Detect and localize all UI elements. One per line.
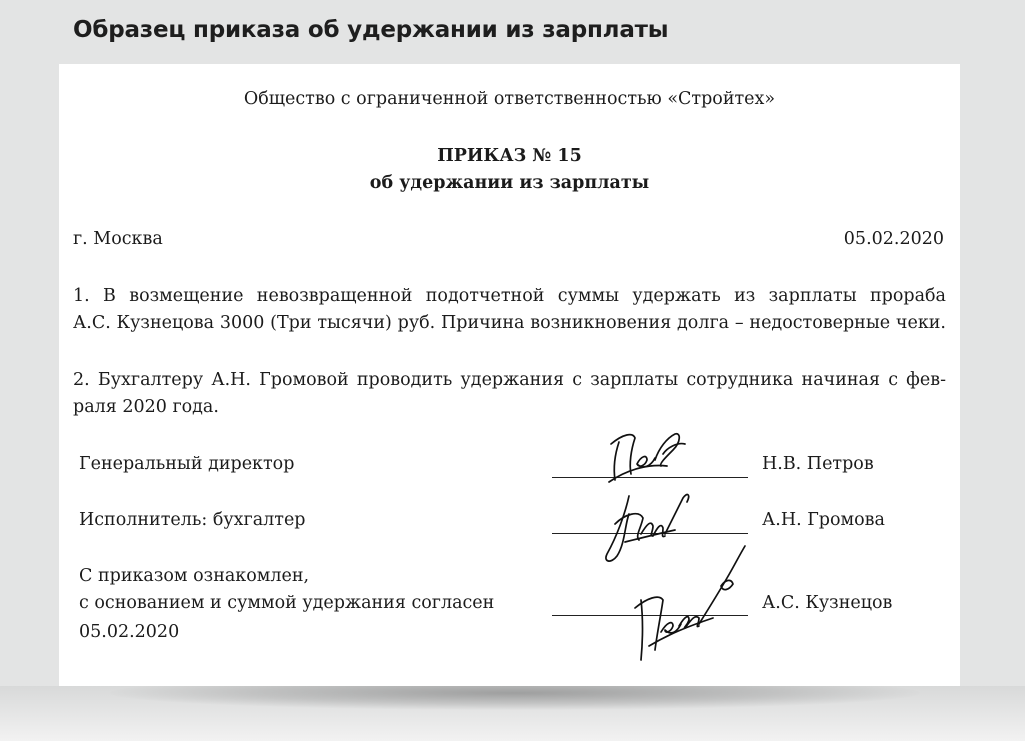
paragraph-1-line-2: А.С. Кузнецова 3000 (Три тысячи) руб. Причина возникновения долга – недостоверные чеки. <box>73 313 946 333</box>
paragraph-2-line-1: 2. Бухгалтеру А.Н. Громовой проводить удержания с зарплаты сотрудника начиная с фев- <box>73 370 946 390</box>
signature-role-director: Генеральный директор <box>79 454 295 474</box>
employee-signature-image <box>629 538 749 666</box>
organization-name: Общество с ограниченной ответственностью «Стройтех» <box>243 89 776 109</box>
order-title: ПРИКАЗ № 15 <box>437 146 582 166</box>
director-signature-image <box>601 420 691 492</box>
signature-name-director: Н.В. Петров <box>762 454 874 474</box>
paragraph-2-line-2: раля 2020 года. <box>73 397 219 417</box>
paragraph-2 <box>73 367 946 421</box>
signature-name-accountant: А.Н. Громова <box>762 510 885 530</box>
paragraph-1-line-1: 1. В возмещение невозвращенной подотчетной суммы удержать из зарплаты прораба <box>73 286 946 306</box>
document-sheet <box>59 64 960 686</box>
signature-date-employee: 05.02.2020 <box>79 622 180 642</box>
signature-name-employee: А.С. Кузнецов <box>762 593 893 613</box>
signature-role-accountant: Исполнитель: бухгалтер <box>79 510 306 530</box>
page-title: Образец приказа об удержании из зарплаты <box>73 17 669 43</box>
order-subject: об удержании из зарплаты <box>369 173 650 193</box>
document-city: г. Москва <box>73 229 163 249</box>
paragraph-1 <box>73 283 946 337</box>
signature-role-employee-line-1: С приказом ознакомлен, <box>79 566 310 586</box>
document-date: 05.02.2020 <box>843 229 944 249</box>
signature-role-employee-line-2: с основанием и суммой удержания согласен <box>79 593 495 613</box>
